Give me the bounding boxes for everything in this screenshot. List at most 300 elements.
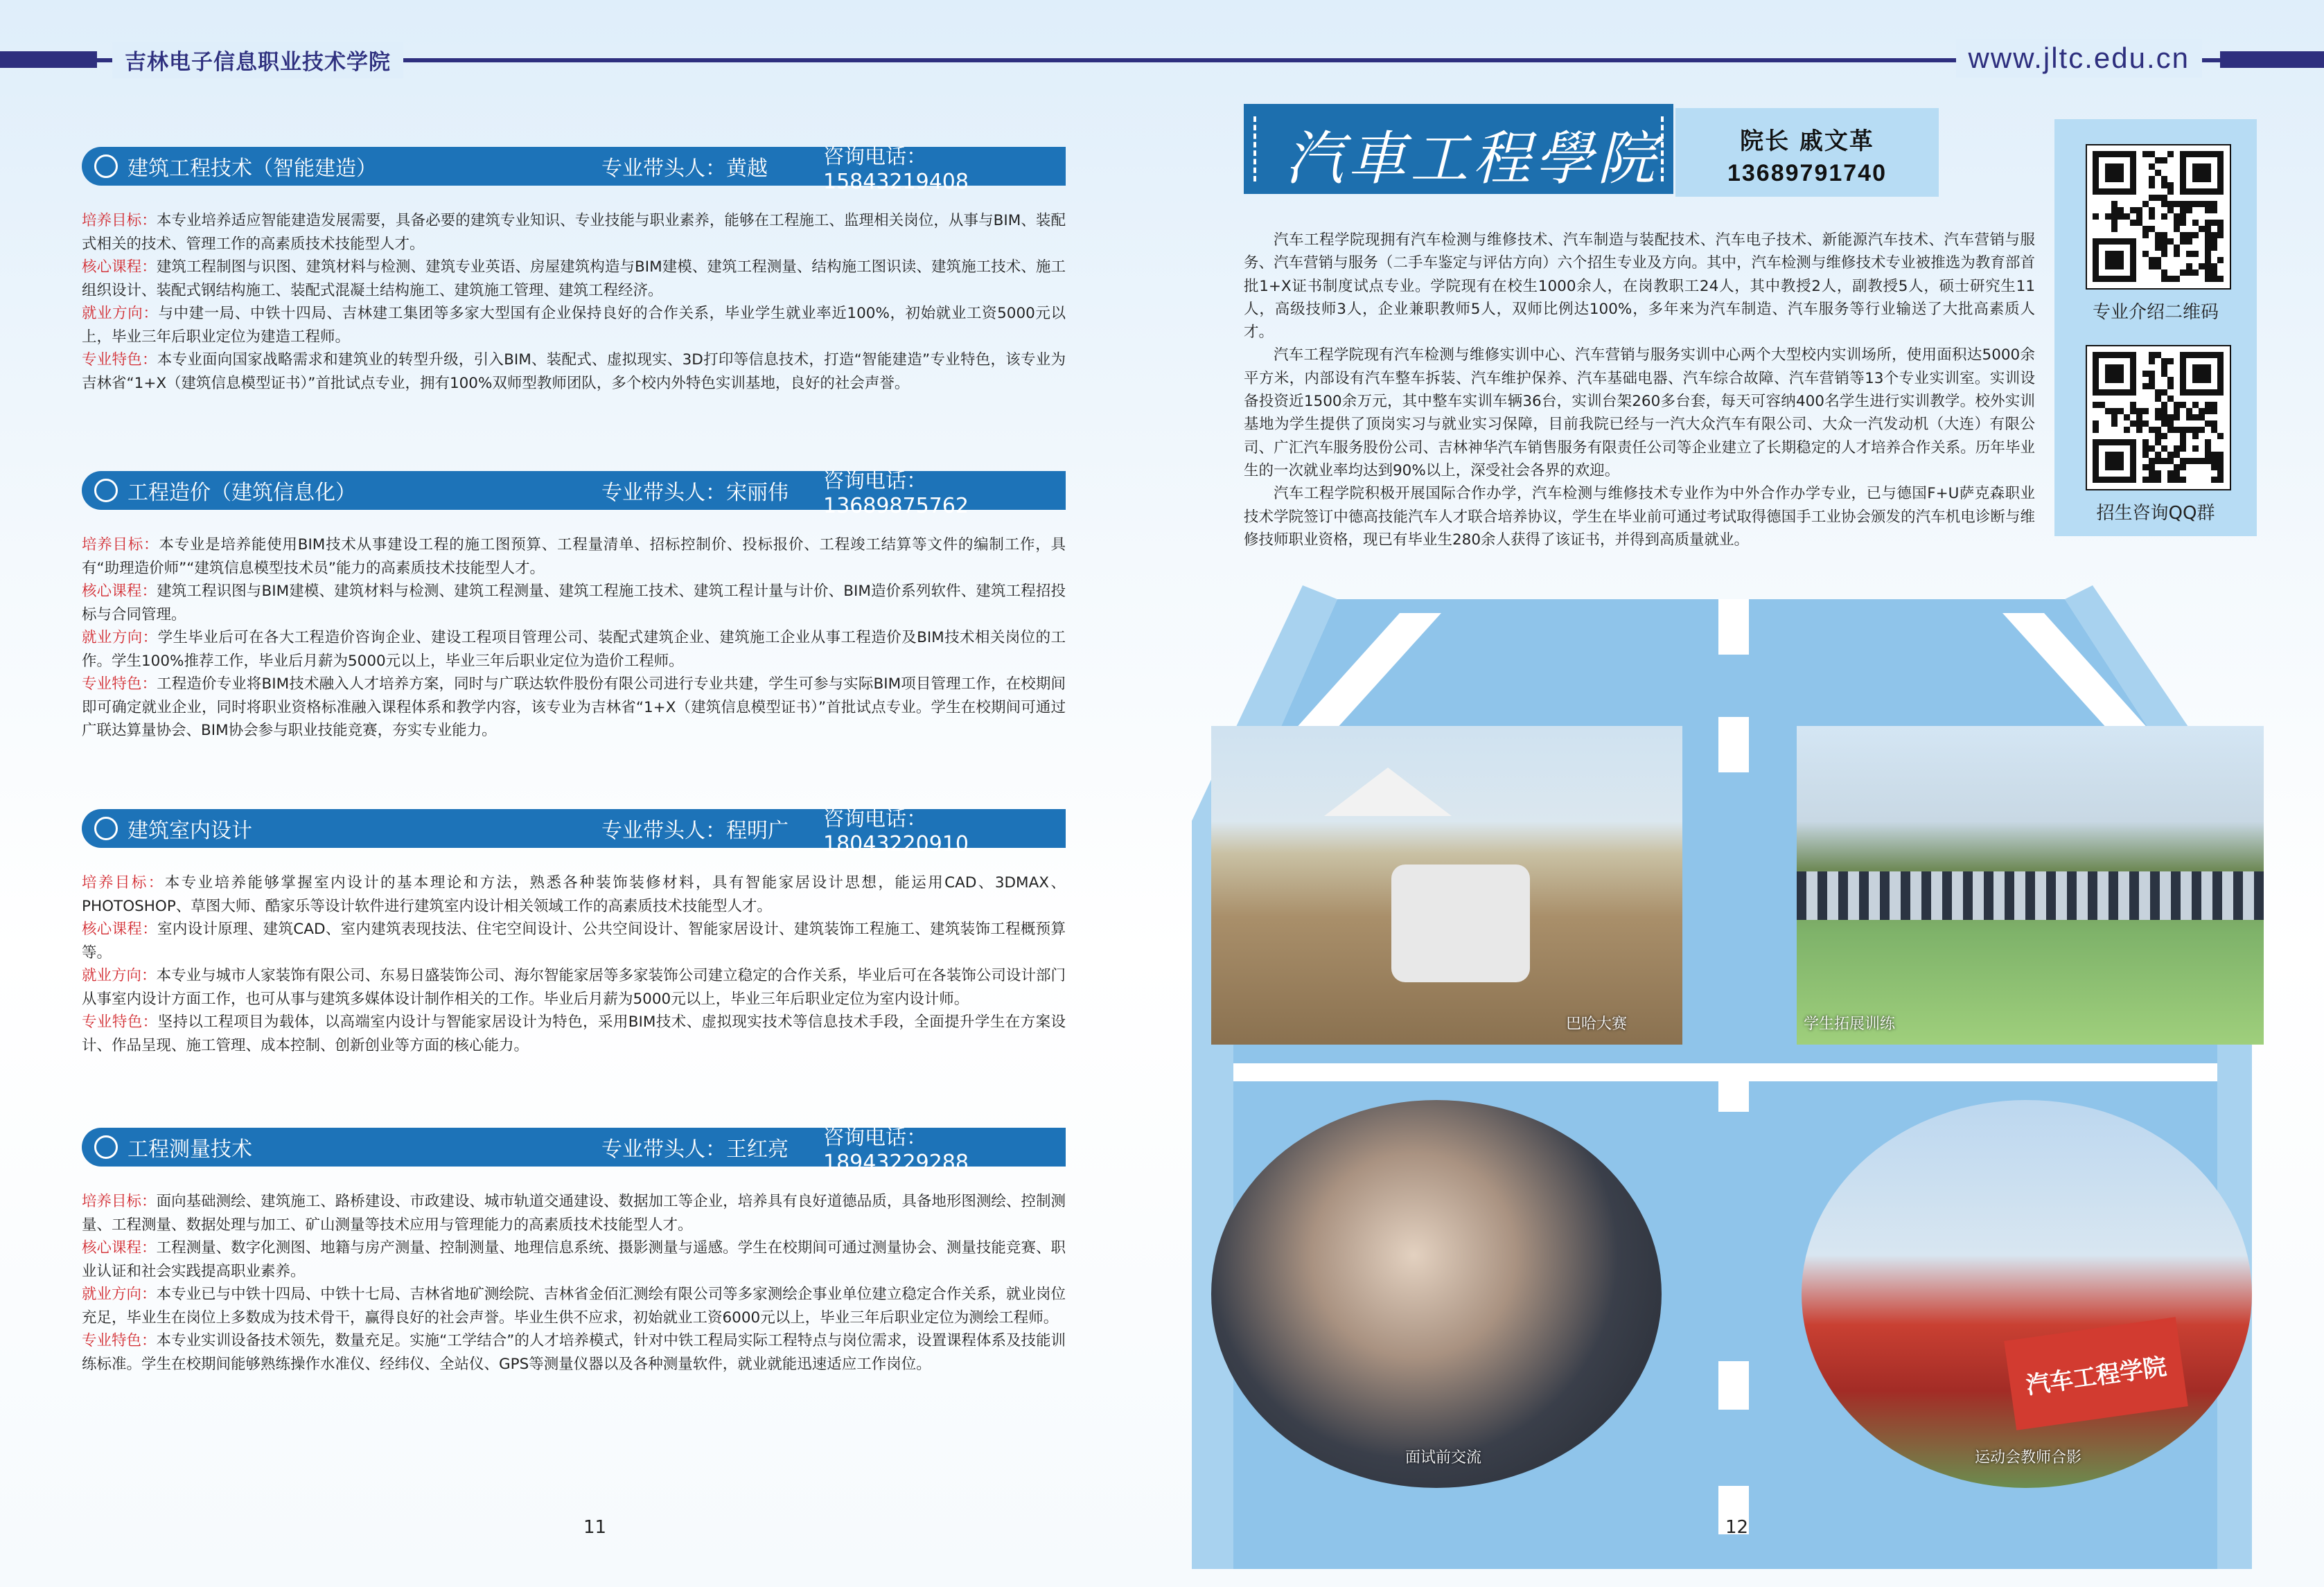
qr-module — [2161, 445, 2167, 452]
qr-module — [2161, 364, 2167, 371]
qr-module — [2174, 251, 2180, 257]
major-item — [82, 871, 1066, 918]
qr-module — [2167, 470, 2174, 477]
item-text: 本专业与城市人家装饰有限公司、东易日盛装饰公司、海尔智能家居等多家装饰公司建立稳定的合作关系，毕业后可在各装饰公司设计部门从事室内设计方面工作，也可从事与建筑多媒体设计制作相关的工作。毕业后月薪为5000元以上，毕业三年后职业定位为室内设计师。 — [82, 967, 1066, 1008]
qr-module — [2192, 433, 2199, 439]
qr-module — [2211, 477, 2217, 483]
item-text: 本专业培养适应智能建造发展需要，具备必要的建筑专业知识、专业技能与职业素养，能够在工程施工、监理相关岗位，从事与BIM、装配式相关的技术、管理工作的高素质技术技能型人才。 — [82, 212, 1066, 253]
qr-module — [2149, 358, 2155, 364]
qr-module — [2161, 245, 2167, 251]
qr-module — [2142, 232, 2149, 238]
college-banner — [1244, 104, 1673, 194]
website-url[interactable]: www.jltc.edu.cn — [1956, 39, 2202, 78]
qr-module — [2136, 414, 2142, 420]
qr-module — [2155, 439, 2161, 445]
qr-module — [2180, 201, 2186, 207]
qr-module — [2167, 151, 2174, 157]
qr-module — [2211, 238, 2217, 245]
intro-paragraph: 汽车工程学院现有汽车检测与维修实训中心、汽车营销与服务实训中心两个大型校内实训场所，使用面积达5000余平方米，内部设有汽车整车拆装、汽车维护保养、汽车基础电器、汽车综合故障、汽车营销等13个专业实训室。实训设备投资近1500余万元，其中整车实训车辆36台，实训台架260多台套，每天可容纳400名学生进行实训教学。校外实训基地为学生提供了顶岗实习与就业实习保障，目前我院已经与一汽大众汽车有限公司、大众一汽发动机（大连）有限公司、广汇汽车服务股份公司、吉林神华汽车销售服务有限责任公司等企业建立了长期稳定的人才培养合作关系。历年毕业生的一次就业率均达到90%以上，深受社会各界的欢迎。 — [1244, 346, 2035, 479]
item-key: 专业特色： — [82, 1013, 158, 1031]
qr-module — [2130, 408, 2136, 414]
qr-label-qq: 招生咨询QQ群 — [2096, 503, 2215, 524]
qr-module — [2161, 251, 2167, 257]
qr-module — [2136, 408, 2142, 414]
qr-module — [2167, 201, 2174, 207]
qr-module — [2142, 371, 2149, 377]
tent-shape — [1308, 768, 1468, 816]
qr-module — [2149, 445, 2155, 452]
qr-module — [2149, 151, 2155, 157]
qr-module — [2217, 257, 2224, 263]
qr-module — [2155, 477, 2161, 483]
qr-module — [2155, 427, 2161, 433]
qr-module — [2161, 176, 2167, 182]
qr-module — [2136, 220, 2142, 226]
qr-module — [2099, 402, 2105, 408]
page-number-right: 12 — [1725, 1517, 1749, 1538]
qr-module — [2142, 420, 2149, 427]
qr-module — [2142, 477, 2149, 483]
road-divider — [1233, 1063, 2217, 1081]
qr-module — [2174, 445, 2180, 452]
qr-module — [2180, 238, 2186, 245]
item-text: 本专业是培养能使用BIM技术从事建设工程的施工图预算、工程量清单、招标控制价、投标报价、工程竣工结算等文件的编制工作，具有“助理造价师”“建筑信息模型技术员”能力的高素质技术技能型人才。 — [82, 536, 1066, 577]
qr-module — [2155, 452, 2161, 458]
page-number-left: 11 — [583, 1517, 607, 1538]
qr-module — [2136, 213, 2142, 220]
qr-module — [2217, 220, 2224, 226]
qr-module — [2180, 232, 2186, 238]
major-phone[interactable]: 咨询电话：15843219408 — [823, 144, 969, 194]
qr-module — [2199, 458, 2205, 464]
qr-module — [2211, 263, 2217, 269]
qr-module — [2155, 389, 2161, 396]
qr-module — [2174, 464, 2180, 470]
qr-finder — [2192, 163, 2211, 182]
qr-module — [2180, 445, 2186, 452]
qr-module — [2155, 458, 2161, 464]
qr-module — [2211, 427, 2217, 433]
qr-module — [2111, 226, 2118, 232]
major-item — [82, 302, 1066, 348]
qr-module — [2155, 408, 2161, 414]
major-header — [82, 806, 1066, 856]
qr-module — [2205, 232, 2211, 238]
qr-module — [2205, 238, 2211, 245]
major-header — [82, 468, 1066, 518]
qr-module — [2174, 220, 2180, 226]
qr-module — [2180, 427, 2186, 433]
major-phone[interactable]: 咨询电话：13689875762 — [823, 468, 969, 518]
qr-module — [2155, 470, 2161, 477]
major-item — [82, 256, 1066, 302]
qr-module — [2211, 408, 2217, 414]
qr-module — [2174, 276, 2180, 282]
qr-module — [2155, 433, 2161, 439]
qr-module — [2186, 414, 2192, 420]
qr-module — [2192, 445, 2199, 452]
major-item — [82, 1236, 1066, 1283]
dean-box — [1675, 108, 1939, 197]
dean-phone[interactable]: 13689791740 — [1727, 160, 1887, 186]
major-lead: 专业带头人：王红亮 — [601, 1137, 789, 1162]
item-text: 室内设计原理、建筑CAD、室内建筑表现技法、住宅空间设计、公共空间设计、智能家居设计、建筑装饰工程施工、建筑装饰工程概预算等。 — [82, 921, 1066, 961]
qr-module — [2161, 389, 2167, 396]
qr-module — [2180, 402, 2186, 408]
photo-caption: 运动会教师合影 — [1975, 1449, 2082, 1466]
school-name: 吉林电子信息职业技术学院 — [112, 42, 403, 78]
qr-code-major[interactable] — [2086, 144, 2231, 290]
qr-module — [2149, 383, 2155, 389]
qr-module — [2174, 213, 2180, 220]
item-text: 面向基础测绘、建筑施工、路桥建设、市政建设、城市轨道交通建设、数据加工等企业，培养具有良好道德品质，具备地形图测绘、控制测量、工程测量、数据处理与加工、矿山测量等技术应用与管理能力的高素质技术技能型人才。 — [82, 1193, 1066, 1234]
qr-module — [2111, 201, 2118, 207]
qr-module — [2130, 220, 2136, 226]
qr-module — [2161, 414, 2167, 420]
major-lead: 专业带头人：程明广 — [601, 819, 789, 843]
qr-module — [2180, 433, 2186, 439]
qr-module — [2192, 220, 2199, 226]
qr-module — [2155, 157, 2161, 163]
qr-module — [2149, 470, 2155, 477]
item-key: 就业方向： — [82, 305, 159, 322]
qr-module — [2105, 213, 2111, 220]
qr-module — [2142, 226, 2149, 232]
qr-module — [2142, 383, 2149, 389]
qr-module — [2211, 464, 2217, 470]
item-key: 专业特色： — [82, 675, 157, 693]
qr-module — [2149, 464, 2155, 470]
qr-module — [2217, 433, 2224, 439]
qr-module — [2180, 458, 2186, 464]
qr-module — [2217, 477, 2224, 483]
qr-module — [2130, 207, 2136, 213]
qr-finder — [2105, 251, 2124, 269]
qr-module — [2192, 458, 2199, 464]
qr-module — [2205, 251, 2211, 257]
qr-module — [2192, 232, 2199, 238]
qr-module — [2118, 408, 2124, 414]
qr-module — [2205, 263, 2211, 269]
college-intro — [1244, 229, 2035, 551]
item-text: 本专业已与中铁十四局、中铁十七局、吉林省地矿测绘院、吉林省金佰汇测绘有限公司等多家测绘企事业单位建立稳定合作关系，就业岗位充足，毕业生在岗位上多数成为技术骨干，赢得良好的社会声誉。毕业生供不应求，初始就业工资6000元以上，毕业三年后职业定位为测绘工程师。 — [82, 1286, 1066, 1327]
item-key: 核心课程： — [82, 258, 157, 276]
qr-module — [2180, 207, 2186, 213]
item-key: 就业方向： — [82, 629, 158, 646]
major-body — [82, 533, 1066, 743]
qr-module — [2161, 238, 2167, 245]
qr-module — [2124, 213, 2130, 220]
qr-module — [2167, 396, 2174, 402]
banner-dash-left — [1253, 116, 1256, 181]
qr-module — [2142, 408, 2149, 414]
qr-module — [2155, 238, 2161, 245]
qr-module — [2167, 452, 2174, 458]
qr-module — [2167, 276, 2174, 282]
qr-module — [2180, 220, 2186, 226]
major-body — [82, 871, 1066, 1057]
item-text: 建筑工程制图与识图、建筑材料与检测、建筑专业英语、房屋建筑构造与BIM建模、建筑工程测量、结构施工图识读、建筑施工技术、施工组织设计、装配式钢结构施工、装配式混凝土结构施工、建筑施工管理、建筑工程经济。 — [82, 258, 1066, 299]
item-key: 核心课程： — [82, 1239, 157, 1257]
qr-module — [2167, 182, 2174, 188]
qr-module — [2205, 408, 2211, 414]
qr-code-qq-group[interactable] — [2086, 345, 2231, 490]
header-bar — [0, 0, 2324, 83]
flag-text: 汽车工程学院 — [2024, 1352, 2169, 1400]
major-item — [82, 1190, 1066, 1236]
crowd-shape — [1797, 871, 2264, 920]
major-phone[interactable]: 咨询电话：18043220910 — [823, 806, 969, 856]
qr-module — [2111, 220, 2118, 226]
qr-module — [2149, 257, 2155, 263]
qr-module — [2161, 232, 2167, 238]
qr-module — [2205, 220, 2211, 226]
qr-module — [2199, 263, 2205, 269]
item-key: 专业特色： — [82, 1332, 157, 1349]
qr-module — [2186, 408, 2192, 414]
qr-module — [2161, 402, 2167, 408]
qr-module — [2211, 232, 2217, 238]
header-block-left — [0, 51, 97, 68]
qr-module — [2205, 201, 2211, 207]
major-item — [82, 533, 1066, 580]
qr-module — [2161, 157, 2167, 163]
major-section-2 — [82, 468, 1066, 743]
qr-module — [2205, 458, 2211, 464]
major-title: 工程测量技术 — [127, 1137, 252, 1162]
lane-mark — [1718, 1361, 1749, 1410]
qr-module — [2217, 464, 2224, 470]
qr-module — [2155, 257, 2161, 263]
qr-module — [2174, 226, 2180, 232]
qr-module — [2142, 251, 2149, 257]
qr-module — [2186, 427, 2192, 433]
qr-module — [2149, 182, 2155, 188]
qr-module — [2174, 414, 2180, 420]
qr-module — [2167, 358, 2174, 364]
item-key: 就业方向： — [82, 1286, 157, 1303]
qr-module — [2217, 458, 2224, 464]
qr-module — [2136, 427, 2142, 433]
lane-mark — [1718, 599, 1749, 655]
item-key: 培养目标： — [82, 536, 159, 553]
major-item — [82, 209, 1066, 256]
qr-module — [2180, 269, 2186, 276]
qr-module — [2155, 263, 2161, 269]
item-text: 本专业面向国家战略需求和建筑业的转型升级，引入BIM、装配式、虚拟现实、3D打印等信息技术，打造“智能建造”专业特色，该专业为吉林省“1+X（建筑信息模型证书）”首批试点专业，拥有100%双师型教师团队，多个校内外特色实训基地，良好的社会声誉。 — [82, 351, 1066, 392]
major-header — [82, 1125, 1066, 1175]
qr-module — [2174, 470, 2180, 477]
qr-module — [2142, 464, 2149, 470]
qr-module — [2161, 433, 2167, 439]
qr-module — [2093, 420, 2099, 427]
photo-baja-race — [1211, 726, 1682, 1045]
qr-module — [2192, 427, 2199, 433]
item-text: 本专业培养能够掌握室内设计的基本理论和方法，熟悉各种装饰装修材料，具有智能家居设计思想，能运用CAD、3DMAX、PHOTOSHOP、草图大师、酷家乐等设计软件进行建筑室内设计相关领域工作的高素质技术技能型人才。 — [82, 874, 1066, 915]
major-body — [82, 209, 1066, 395]
dean-title: 院长 戚文革 — [1740, 127, 1874, 155]
qr-module — [2205, 245, 2211, 251]
intro-paragraph: 汽车工程学院积极开展国际合作办学，汽车检测与维修技术专业作为中外合作办学专业，已与德国F+U萨克森职业技术学院签订中德高技能汽车人才联合培养协议，学生在毕业前可通过考试取得德国手工业协会颁发的汽车机电诊断与维修技师职业资格，现已有毕业生280余人获得了该证书，并得到高质量就业。 — [1244, 485, 2035, 549]
qr-module — [2211, 276, 2217, 282]
major-section-4 — [82, 1125, 1066, 1376]
qr-module — [2211, 458, 2217, 464]
intro-paragraph: 汽车工程学院现拥有汽车检测与维修技术、汽车制造与装配技术、汽车电子技术、新能源汽车技术、汽车营销与服务、汽车营销与服务（二手车鉴定与评估方向）六个招生专业及方向。其中，汽车检测与维修技术专业被推选为教育部首批1+X证书制度试点专业。学院现有在校生1000余人，在岗教职工24人，其中教授2人，副教授5人，硕士研究生11人，高级技师3人，企业兼职教师5人，双师比例达100%，多年来为汽车制造、汽车服务等行业输送了大批高素质人才。 — [1244, 231, 2035, 342]
item-text: 工程造价专业将BIM技术融入人才培养方案，同时与广联达软件股份有限公司进行专业共建，学生可参与实际BIM项目管理工作，在校期间即可确定就业企业，同时将职业资格标准融入课程体系和教学内容，该专业为吉林省“1+X（建筑信息模型证书）”首批试点专业。学生在校期间可通过广联达算量协会、BIM协会参与职业技能竞赛，夯实专业能力。 — [82, 675, 1066, 739]
qr-module — [2142, 452, 2149, 458]
qr-module — [2161, 408, 2167, 414]
qr-module — [2149, 263, 2155, 269]
qr-module — [2192, 269, 2199, 276]
qr-module — [2136, 207, 2142, 213]
qr-panel — [2054, 119, 2257, 536]
photo-caption: 巴哈大赛 — [1565, 1016, 1627, 1033]
qr-module — [2111, 408, 2118, 414]
qr-module — [2205, 439, 2211, 445]
qr-module — [2174, 201, 2180, 207]
qr-module — [2211, 269, 2217, 276]
qr-module — [2167, 420, 2174, 427]
qr-module — [2199, 408, 2205, 414]
item-key: 培养目标： — [82, 1193, 157, 1210]
circle-icon — [94, 1135, 118, 1159]
qr-module — [2186, 458, 2192, 464]
qr-module — [2111, 414, 2118, 420]
qr-module — [2161, 213, 2167, 220]
qr-module — [2124, 414, 2130, 420]
qr-module — [2205, 269, 2211, 276]
qr-module — [2136, 420, 2142, 427]
qr-module — [2186, 207, 2192, 213]
qr-module — [2149, 213, 2155, 220]
major-lead: 专业带头人：黄越 — [601, 157, 768, 181]
qr-label-major: 专业介绍二维码 — [2092, 302, 2219, 323]
qr-module — [2174, 427, 2180, 433]
qr-module — [2205, 257, 2211, 263]
photo-caption: 学生拓展训练 — [1804, 1016, 1896, 1033]
qr-module — [2186, 201, 2192, 207]
college-flag — [2004, 1317, 2188, 1430]
qr-finder — [2105, 452, 2124, 470]
qr-module — [2205, 207, 2211, 213]
qr-module — [2093, 427, 2099, 433]
qr-module — [2093, 213, 2099, 220]
qr-module — [2155, 195, 2161, 201]
header-block-right — [2220, 51, 2324, 68]
qr-finder — [2105, 364, 2124, 383]
qr-module — [2142, 445, 2149, 452]
qr-module — [2161, 269, 2167, 276]
major-item — [82, 964, 1066, 1011]
qr-module — [2217, 226, 2224, 232]
qr-module — [2174, 245, 2180, 251]
qr-module — [2111, 213, 2118, 220]
qr-module — [2211, 452, 2217, 458]
qr-module — [2192, 414, 2199, 420]
qr-module — [2211, 220, 2217, 226]
item-key: 核心课程： — [82, 921, 158, 938]
qr-module — [2149, 176, 2155, 182]
qr-module — [2161, 201, 2167, 207]
qr-module — [2149, 427, 2155, 433]
major-item — [82, 673, 1066, 743]
major-phone[interactable]: 咨询电话：18943229288 — [823, 1125, 969, 1175]
qr-module — [2192, 251, 2199, 257]
qr-module — [2130, 420, 2136, 427]
circle-icon — [94, 817, 118, 840]
qr-module — [2155, 245, 2161, 251]
major-header — [82, 144, 1066, 194]
item-key: 核心课程： — [82, 583, 157, 600]
qr-module — [2149, 163, 2155, 170]
qr-module — [2199, 427, 2205, 433]
qr-module — [2205, 452, 2211, 458]
qr-module — [2149, 477, 2155, 483]
major-lead: 专业带头人：宋丽伟 — [601, 481, 789, 505]
qr-module — [2167, 238, 2174, 245]
qr-module — [2211, 245, 2217, 251]
qr-module — [2186, 238, 2192, 245]
qr-module — [2192, 402, 2199, 408]
qr-module — [2180, 213, 2186, 220]
qr-module — [2124, 427, 2130, 433]
qr-finder — [2192, 364, 2211, 383]
item-text: 工程测量、数字化测图、地籍与房产测量、控制测量、地理信息系统、摄影测量与遥感。学生在校期间可通过测量协会、测量技能竞赛、职业认证和社会实践提高职业素养。 — [82, 1239, 1066, 1280]
major-item — [82, 1329, 1066, 1376]
qr-module — [2111, 420, 2118, 427]
major-title: 建筑室内设计 — [127, 819, 252, 843]
qr-module — [2174, 452, 2180, 458]
qr-module — [2217, 276, 2224, 282]
item-key: 专业特色： — [82, 351, 157, 369]
major-item — [82, 348, 1066, 395]
qr-module — [2180, 477, 2186, 483]
major-section-1 — [82, 144, 1066, 395]
qr-module — [2167, 383, 2174, 389]
qr-module — [2161, 195, 2167, 201]
qr-module — [2149, 371, 2155, 377]
major-section-3 — [82, 806, 1066, 1057]
qr-module — [2180, 439, 2186, 445]
qr-module — [2155, 414, 2161, 420]
qr-module — [2167, 207, 2174, 213]
item-text: 建筑工程识图与BIM建模、建筑材料与检测、建筑工程测量、建筑工程施工技术、建筑工程计量与计价、BIM造价系列软件、建筑工程招投标与合同管理。 — [82, 583, 1066, 623]
item-key: 就业方向： — [82, 967, 157, 984]
qr-module — [2149, 352, 2155, 358]
qr-module — [2149, 207, 2155, 213]
qr-module — [2211, 201, 2217, 207]
qr-module — [2149, 226, 2155, 232]
qr-module — [2155, 170, 2161, 176]
qr-module — [2161, 182, 2167, 188]
qr-module — [2161, 358, 2167, 364]
qr-module — [2167, 458, 2174, 464]
qr-module — [2211, 420, 2217, 427]
qr-module — [2211, 402, 2217, 408]
lane-mark — [1718, 717, 1749, 772]
qr-module — [2118, 213, 2124, 220]
qr-module — [2167, 477, 2174, 483]
qr-module — [2142, 439, 2149, 445]
major-item — [82, 918, 1066, 964]
item-key: 培养目标： — [82, 874, 165, 892]
circle-icon — [94, 479, 118, 502]
photo-teachers-group — [1802, 1100, 2252, 1488]
item-text: 与中建一局、中铁十四局、吉林建工集团等多家大型国有企业保持良好的合作关系，毕业学生就业率近100%，初始就业工资5000元以上，毕业三年后职业定位为建造工程师。 — [82, 305, 1066, 346]
qr-module — [2186, 251, 2192, 257]
qr-module — [2199, 414, 2205, 420]
qr-module — [2174, 477, 2180, 483]
